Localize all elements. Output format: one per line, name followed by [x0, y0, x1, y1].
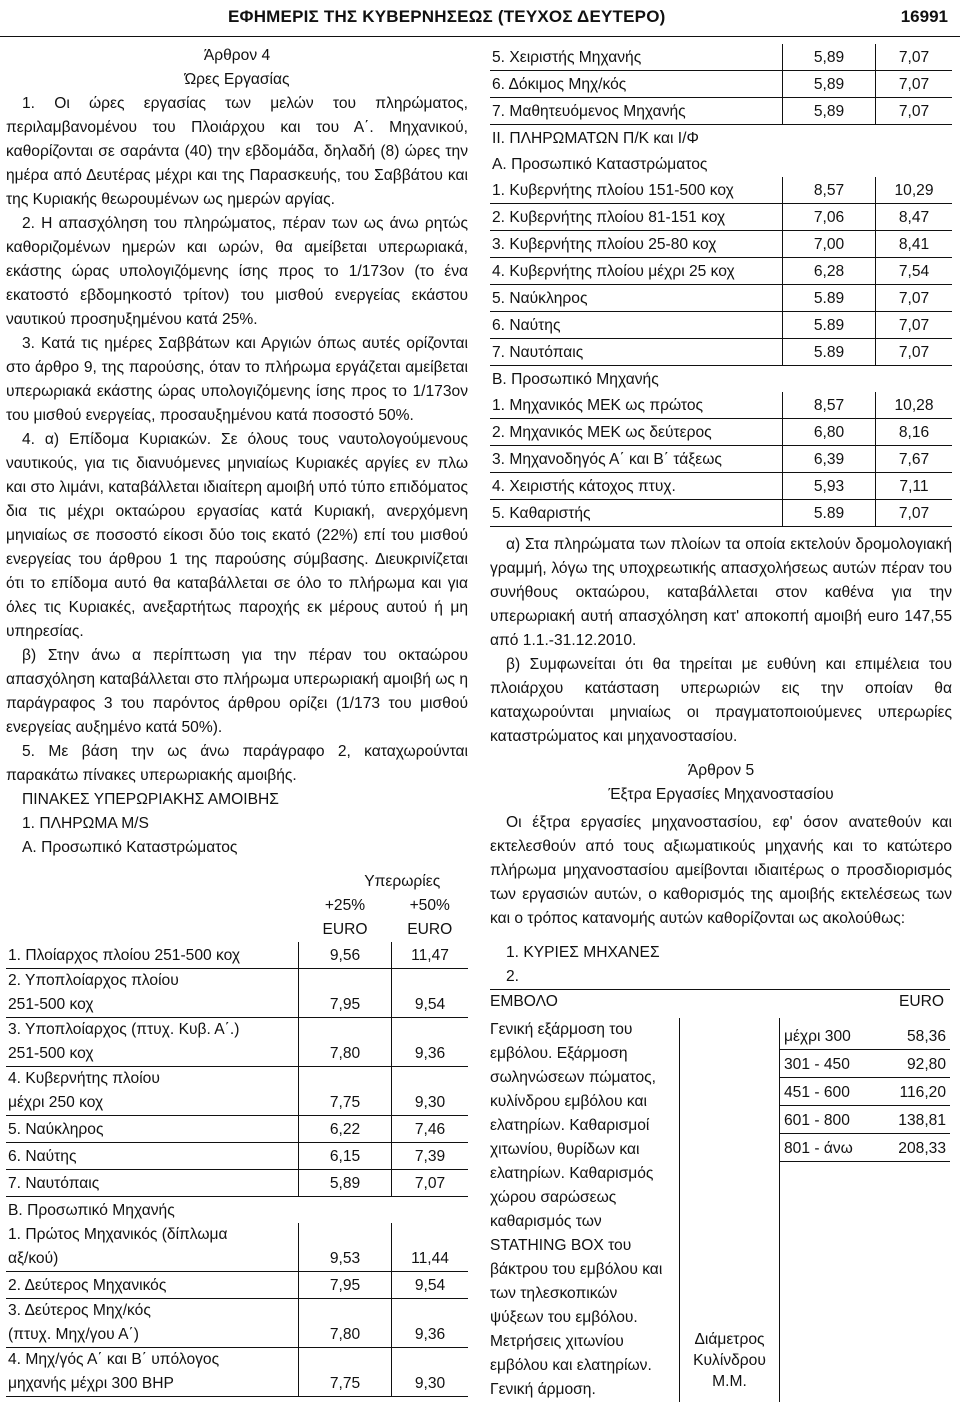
table-row [6, 1299, 468, 1348]
rate-25: 7,75 [299, 1067, 392, 1116]
rate-50: 9,54 [392, 969, 469, 1018]
table-row [490, 419, 952, 446]
table-row [6, 1143, 468, 1170]
diameter-ranges [780, 1018, 950, 1402]
col-header: +50% [409, 897, 450, 914]
rate-50: 9,30 [392, 1348, 469, 1397]
section-title: Α. Προσωπικό Καταστρώματος [22, 839, 238, 856]
row-label: 4. Μηχ/γός Α΄ και Β΄ υπόλογος μηχανής μέχρι 300 ΒΗΡ [6, 1348, 299, 1397]
table-row [490, 339, 952, 366]
table-row [490, 44, 952, 71]
rate-25: 5,89 [783, 71, 876, 98]
col-header: Υπερωρίες [364, 873, 441, 890]
rate-25: 9,56 [299, 942, 392, 969]
piston-work-table [490, 1018, 952, 1402]
row-label: 4. Κυβερνήτης πλοίου μέχρι 250 κοχ [6, 1067, 299, 1116]
article-subtitle: Έξτρα Εργασίες Μηχανοστασίου [608, 786, 834, 803]
diameter-row [780, 1106, 950, 1134]
rate-25: 6,39 [783, 446, 876, 473]
row-label: 1. Πλοίαρχος πλοίου 251-500 κοχ [6, 942, 299, 969]
page-header [0, 0, 960, 37]
table-row [6, 942, 468, 969]
paragraph: β) Στην άνω α περίπτωση για την πέραν του οκταώρου απασχόληση καταβάλλεται στο πλήρωμα υπερωριακή αμοιβή ως η παράγραφος 3 του παρόντος άρθρου ορίζει (1/173 του μισθού ενεργείας αυξημένο κατά 50%). [6, 647, 468, 736]
diameter-row [780, 1078, 950, 1106]
rate-25: 7,80 [299, 1018, 392, 1067]
rate-50: 7,07 [876, 98, 953, 125]
row-label: 6. Ναύτης [6, 1143, 299, 1170]
row-label: 1. Κυβερνήτης πλοίου 151-500 κοχ [490, 177, 783, 204]
row-label: 1. Πρώτος Μηχανικός (δίπλωμα αξ/κού) [6, 1223, 299, 1272]
diameter-euro: 138,81 [898, 1112, 946, 1129]
rate-25: 6,80 [783, 419, 876, 446]
paragraph: 1. Οι ώρες εργασίας των μελών του πληρώματος, περιλαμβανομένου του Πλοιάρχου και του Α΄. Μηχανικού, καθορίζονται σε σαράντα (40) την εβδομάδα, δηλαδή (8) ώρες την ημέρα από Δευτέρας μέχρι και της Παρασκευής, του Σαββάτου και της Κυριακής θεωρουμένων ως ημερών αργίας. [6, 95, 468, 208]
row-label: 5. Ναύκληρος [490, 285, 783, 312]
rate-25: 7,75 [299, 1348, 392, 1397]
rate-50: 11,47 [392, 942, 469, 969]
row-label: 1. Μηχανικός ΜΕΚ ως πρώτος [490, 392, 783, 419]
rate-25: 7,95 [299, 969, 392, 1018]
rate-25: 7,95 [299, 1272, 392, 1299]
diameter-euro: 116,20 [899, 1084, 946, 1101]
rate-25: 9,53 [299, 1223, 392, 1272]
rate-25: 8,57 [783, 177, 876, 204]
rate-25: 7,80 [299, 1299, 392, 1348]
row-label: 7. Μαθητευόμενος Μηχανής [490, 98, 783, 125]
article-title: Άρθρον 4 [203, 47, 271, 64]
table-row [490, 231, 952, 258]
diameter-row [780, 1050, 950, 1078]
rate-25: 5,89 [783, 44, 876, 71]
rate-50: 7,07 [876, 44, 953, 71]
rate-50: 7,07 [392, 1170, 469, 1197]
rate-50: 7,07 [876, 339, 953, 366]
col-header: EURO [322, 921, 368, 938]
rate-50: 9,30 [392, 1067, 469, 1116]
table-row [490, 500, 952, 527]
section-title: 1. ΚΥΡΙΕΣ ΜΗΧΑΝΕΣ [506, 944, 660, 961]
row-label: 5. Ναύκληρος [6, 1116, 299, 1143]
rate-25: 8,57 [783, 392, 876, 419]
diameter-euro: 92,80 [906, 1056, 946, 1073]
rate-25: 5,89 [299, 1170, 392, 1197]
rate-25: 7,06 [783, 204, 876, 231]
row-label: 6. Ναύτης [490, 312, 783, 339]
table-row [6, 1170, 468, 1197]
col-header: EURO [407, 921, 453, 938]
table-row [6, 969, 468, 1018]
row-label: 3. Υποπλοίαρχος (πτυχ. Κυβ. Α΄.) 251-500 κοχ [6, 1018, 299, 1067]
table-row [6, 1067, 468, 1116]
col-header: +25% [324, 897, 366, 914]
row-label: 3. Μηχανοδηγός Α΄ και Β΄ τάξεως [490, 446, 783, 473]
diameter-row [780, 1134, 950, 1162]
table-row [490, 392, 952, 419]
paragraph: Οι έξτρα εργασίες μηχανοστασίου, εφ' όσον ανατεθούν και εκτελεσθούν από τους αξιωματικούς μηχανής και το κατώτερο πλήρωμα μηχανοστασίου αμείβονται ιδιαιτέρως ο προσδιορισμός των εργασιών αυτών, ο καθορισμός της αμοιβής εκτελέσεως των και ο τρόπος κατανομής αυτών καθορίζονται ως ακολούθως: [490, 814, 952, 927]
rate-50: 8,16 [876, 419, 953, 446]
row-label: 2. Κυβερνήτης πλοίου 81-151 κοχ [490, 204, 783, 231]
table-row [490, 285, 952, 312]
rate-50: 7,54 [876, 258, 953, 285]
euro-label: EURO [898, 993, 944, 1010]
paragraph: 2. Η απασχόληση του πληρώματος, πέραν των ως άνω ρητώς καθοριζομένων ημερών και ωρών, θα αμείβεται υπερωριακά, εκάστης ώρας υπολογιζόμενης ίσης προς το 1/173ον (το ένα εκατοστό εβδομηκοστό τρίτον) του μισθού ενεργείας εκάστου ναυτικού προσηυξημένου κατά 25%. [6, 215, 468, 328]
page-number: 16991 [900, 7, 948, 26]
table-row [6, 1223, 468, 1272]
section-title: Β. Προσωπικό Μηχανής [8, 1202, 175, 1219]
piston-label: ΕΜΒΟΛΟ [490, 993, 558, 1010]
table-row [490, 98, 952, 125]
row-label: 4. Χειριστής κάτοχος πτυχ. [490, 473, 783, 500]
table-row [6, 1272, 468, 1299]
diameter-range: 601 - 800 [784, 1112, 850, 1129]
row-label: 5. Χειριστής Μηχανής [490, 44, 783, 71]
rate-50: 9,36 [392, 1018, 469, 1067]
rate-50: 7,07 [876, 312, 953, 339]
table-row [490, 446, 952, 473]
overtime-table-deck [6, 870, 468, 1397]
paragraph: α) Στα πληρώματα των πλοίων τα οποία εκτελούν δρομολογιακή γραμμή, λόγω της υποχρεωτικής απασχολήσεως αυτών πέραν του συνήθους οκταώρου, καταβάλλεται στον καθένα για την υπερωριακή αυτή απασχόληση κατ' αποκοπή αμοιβή euro 147,55 από 1.1.-31.12.2010. [490, 536, 952, 649]
rate-50: 8,41 [876, 231, 953, 258]
table-row [490, 204, 952, 231]
rate-25: 5,93 [783, 473, 876, 500]
paragraph: 5. Με βάση την ως άνω παράγραφο 2, καταχωρούνται παρακάτω πίνακες υπερωριακής αμοιβής. [6, 743, 468, 784]
row-label: 3. Κυβερνήτης πλοίου 25-80 κοχ [490, 231, 783, 258]
table-row [490, 177, 952, 204]
rate-25: 6,28 [783, 258, 876, 285]
table-row [490, 71, 952, 98]
section-title: 2. [506, 968, 520, 985]
paragraph: 3. Κατά τις ημέρες Σαββάτων και Αργιών όπως αυτές ορίζονται στο άρθρο 9, της παρούσης, όταν το πλήρωμα εργάζεται αμείβεται υπερωριακά εκάστης ώρας υπολογιζόμενης ίσης προς το 1/173ον του μισθού ενεργείας, προσαυξημένου κατά ποσοστό 50%. [6, 335, 468, 424]
row-label: 4. Κυβερνήτης πλοίου μέχρι 25 κοχ [490, 258, 783, 285]
rate-50: 10,28 [876, 392, 953, 419]
article-subtitle: Ώρες Εργασίας [184, 71, 290, 88]
left-column [6, 44, 468, 1397]
rate-25: 6,22 [299, 1116, 392, 1143]
paragraph: 4. α) Επίδομα Κυριακών. Σε όλους τους ναυτολογούμενους ναυτικούς, για τις διανυόμενες μηνιαίως Κυριακές αργίες εν πλω και στο λιμάνι, καταβάλλεται ιδιαίτερη αμοιβή υπό τύπο επιδόματος δια τις μέχρι οκταώρου εργασίας κατά Κυριακή, ανερχόμενη μηνιαίως σε ποσοστό είκοσι δύο τοις εκατό (22%) επί του μισθού ενεργείας του άρθρου 1 της παρούσης σύμβασης. Διευκρινίζεται ότι το επίδομα αυτό θα καταβάλλεται σε όλο το πλήρωμα και για όλες τις Κυριακές, ανεξαρτήτως παροχής εκ μέρους αυτού ή μη υπηρεσίας. [6, 431, 468, 640]
section-title: ΙΙ. ΠΛΗΡΩΜΑΤΩΝ Π/Κ και Ι/Φ [492, 130, 699, 147]
rate-25: 5.89 [783, 339, 876, 366]
diameter-euro: 208,33 [898, 1140, 946, 1157]
rate-25: 5.89 [783, 312, 876, 339]
rate-50: 11,44 [392, 1223, 469, 1272]
diameter-range: 301 - 450 [784, 1056, 850, 1073]
row-label: 2. Δεύτερος Μηχανικός [6, 1272, 299, 1299]
rate-25: 6,15 [299, 1143, 392, 1170]
diameter-euro: 58,36 [906, 1028, 946, 1045]
table-row [490, 258, 952, 285]
row-label: 5. Καθαριστής [490, 500, 783, 527]
diameter-row [780, 1018, 950, 1050]
row-label: 7. Ναυτόπαις [6, 1170, 299, 1197]
rate-50: 7,07 [876, 71, 953, 98]
table-row [490, 473, 952, 500]
article-title: Άρθρον 5 [687, 762, 755, 779]
section-title: Α. Προσωπικό Καταστρώματος [492, 156, 708, 173]
piston-description: Γενική εξάρμοση του εμβόλου. Εξάρμοση σωληνώσεων πώματος, κυλίνδρου εμβόλου και ελατηρίων. Καθαρισμοί χιτωνίου, θυρίδων και ελατηρίων. Καθαρισμός χώρου σαρώσεως καθαρισμός των STATHING BOX του βάκτρου του εμβόλου και των τηλεσκοπικών ψύξεων του εμβόλου. Μετρήσεις χιτωνίου εμβόλου και ελατηρίων. Γενική άρμοση. [490, 1018, 680, 1402]
paragraph: β) Συμφωνείται ότι θα τηρείται με ευθύνη και επιμέλεια του πλοιάρχου κατάσταση υπερωριών εις την οποίαν θα καταχωρούνται μηνιαίως οι πραγματοποιούμενες υπερωρίες καταστρώματος και μηχανοστασίου. [490, 656, 952, 745]
rate-50: 7,46 [392, 1116, 469, 1143]
rate-50: 8,47 [876, 204, 953, 231]
rate-50: 7,39 [392, 1143, 469, 1170]
table-row [6, 1116, 468, 1143]
section-title: 1. ΠΛΗΡΩΜΑ Μ/S [22, 815, 149, 832]
rate-25: 7,00 [783, 231, 876, 258]
row-label: 7. Ναυτόπαις [490, 339, 783, 366]
rate-25: 5,89 [783, 98, 876, 125]
row-label: 6. Δόκιμος Μηχ/κός [490, 71, 783, 98]
row-label: 3. Δεύτερος Μηχ/κός (πτυχ. Μηχ/γου Α΄) [6, 1299, 299, 1348]
rate-50: 9,54 [392, 1272, 469, 1299]
section-title: ΠΙΝΑΚΕΣ ΥΠΕΡΩΡΙΑΚΗΣ ΑΜΟΙΒΗΣ [22, 791, 279, 808]
section-title: Β. Προσωπικό Μηχανής [492, 371, 659, 388]
diameter-range: 801 - άνω [784, 1140, 853, 1157]
rate-25: 5.89 [783, 285, 876, 312]
rate-50: 10,29 [876, 177, 953, 204]
row-label: 2. Υποπλοίαρχος πλοίου 251-500 κοχ [6, 969, 299, 1018]
rate-50: 7,07 [876, 500, 953, 527]
rate-50: 7,67 [876, 446, 953, 473]
overtime-table-engine-cont [490, 44, 952, 527]
rate-50: 7,11 [876, 473, 953, 500]
diameter-range: μέχρι 300 [784, 1028, 851, 1045]
row-label: 2. Μηχανικός ΜΕΚ ως δεύτερος [490, 419, 783, 446]
rate-50: 7,07 [876, 285, 953, 312]
table-row [6, 1348, 468, 1397]
rate-25: 5.89 [783, 500, 876, 527]
right-column [490, 44, 952, 1402]
diameter-range: 451 - 600 [784, 1084, 850, 1101]
gazette-title: ΕΦΗΜΕΡΙΣ ΤΗΣ ΚΥΒΕΡΝΗΣΕΩΣ (ΤΕΥΧΟΣ ΔΕΥΤΕΡΟ) [228, 7, 666, 26]
table-row [6, 1018, 468, 1067]
diameter-label: Διάμετρος Κυλίνδρου Μ.Μ. [680, 1018, 780, 1402]
rate-50: 9,36 [392, 1299, 469, 1348]
table-row [490, 312, 952, 339]
